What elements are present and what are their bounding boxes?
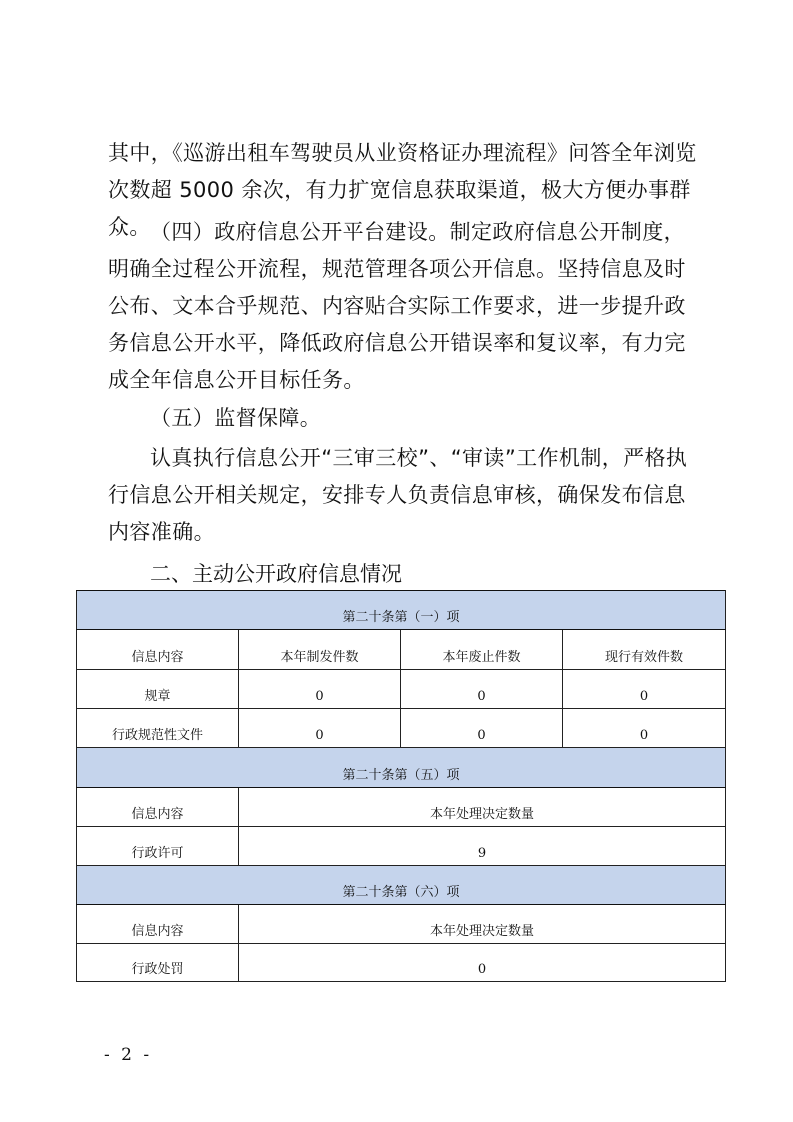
info-table [76, 590, 726, 982]
table-header-row [77, 630, 726, 670]
table-row [77, 827, 726, 866]
header-cell: 现行有效件数 [563, 630, 726, 670]
header-cell: 信息内容 [77, 630, 239, 670]
table-cell: 0 [401, 670, 563, 709]
table-cell: 0 [401, 709, 563, 748]
table-cell: 0 [563, 670, 726, 709]
paragraph-4: 认真执行信息公开“三审三校”、“审读”工作机制，严格执行信息公开相关规定，安排专人负责信息审核，确保发布信息内容准确。 [108, 446, 688, 544]
table-header-row [77, 788, 726, 827]
table-cell: 0 [239, 944, 726, 982]
row-label: 规章 [77, 670, 239, 709]
row-label: 行政许可 [77, 827, 239, 866]
table-row [77, 944, 726, 982]
row-label: 行政规范性文件 [77, 709, 239, 748]
header-cell: 信息内容 [77, 788, 239, 827]
table-cell: 9 [239, 827, 726, 866]
paragraph-3: （五）监督保障。 [150, 406, 322, 430]
section-title-1: 第二十条第（一）项 [77, 591, 726, 630]
section-heading: 二、主动公开政府信息情况 [150, 562, 402, 586]
row-label: 行政处罚 [77, 944, 239, 982]
section-title-3: 第二十条第（六）项 [77, 866, 726, 905]
paragraph-2: （四）政府信息公开平台建设。制定政府信息公开制度，明确全过程公开流程，规范管理各项公开信息。坚持信息及时公布、文本合乎规范、内容贴合实际工作要求，进一步提升政务信息公开水平，降低政府信息公开错误率和复议率，有力完成全年信息公开目标任务。 [108, 220, 686, 392]
table-band-row [77, 591, 726, 630]
table-header-row [77, 905, 726, 944]
header-cell: 本年制发件数 [239, 630, 401, 670]
table-band-row [77, 866, 726, 905]
table-cell: 0 [563, 709, 726, 748]
header-cell: 本年处理决定数量 [239, 905, 726, 944]
table-cell: 0 [239, 670, 401, 709]
section-title-2: 第二十条第（五）项 [77, 748, 726, 788]
page-number: - 2 - [104, 1045, 153, 1065]
table-row [77, 670, 726, 709]
header-cell: 本年废止件数 [401, 630, 563, 670]
header-cell: 信息内容 [77, 905, 239, 944]
paragraph-1: 其中，《巡游出租车驾驶员从业资格证办理流程》问答全年浏览次数超 5000 余次，有力扩宽信息获取渠道，极大方便办事群众。 [108, 141, 697, 239]
table-row [77, 709, 726, 748]
header-cell: 本年处理决定数量 [239, 788, 726, 827]
table-cell: 0 [239, 709, 401, 748]
table-band-row [77, 748, 726, 788]
